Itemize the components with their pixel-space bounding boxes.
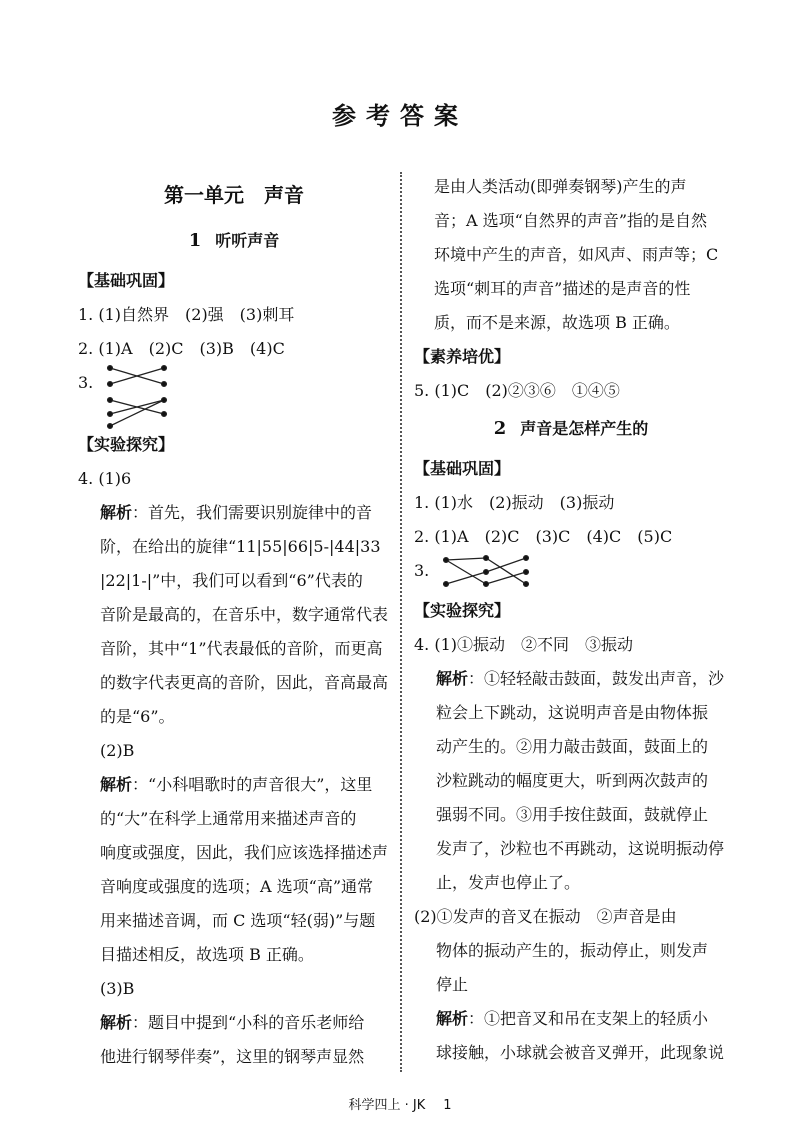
analysis-text: 音阶，其中“1”代表最低的音阶，而更高 bbox=[100, 639, 383, 658]
analysis-text: 目描述相反，故选项 B 正确。 bbox=[100, 945, 314, 964]
analysis-1 bbox=[78, 496, 390, 1074]
lesson-name: 听听声音 bbox=[215, 231, 280, 250]
answer-q1: 1. (1)水 (2)振动 (3)振动 bbox=[414, 493, 615, 512]
analysis-label: 解析 bbox=[436, 1009, 469, 1028]
analysis-label: 解析 bbox=[100, 775, 133, 794]
analysis-text: 响度或强度，因此，我们应该选择描述声 bbox=[100, 843, 389, 862]
answer-q4-2: (2)B bbox=[100, 741, 135, 760]
lesson-1-title bbox=[78, 224, 390, 258]
answer-q4-1: 4. (1)6 bbox=[78, 469, 132, 488]
answer-q4-1: 4. (1)①振动 ②不同 ③振动 bbox=[414, 635, 634, 654]
answer-q3 bbox=[414, 554, 728, 594]
analysis-text: 的是“6”。 bbox=[100, 707, 175, 726]
analysis-text: 强弱不同。③用手按住鼓面，鼓就停止 bbox=[436, 805, 709, 824]
analysis-text: 是由人类活动(即弹奏钢琴)产生的声 bbox=[434, 177, 687, 196]
answer-q1: 1. (1)自然界 (2)强 (3)刺耳 bbox=[78, 305, 295, 324]
lesson-2-title bbox=[414, 412, 728, 446]
section-suyang: 【素养培优】 bbox=[414, 347, 511, 366]
lesson-name: 声音是怎样产生的 bbox=[520, 419, 649, 438]
analysis-text: ：①轻轻敲击鼓面，鼓发出声音，沙 bbox=[468, 669, 725, 688]
analysis-text: 发声了，沙粒也不再跳动，这说明振动停 bbox=[436, 839, 725, 858]
analysis-text: 动产生的。②用力敲击鼓面，鼓面上的 bbox=[436, 737, 709, 756]
answer-q2: 2. (1)A (2)C (3)B (4)C bbox=[78, 339, 285, 358]
analysis-text: 选项“刺耳的声音”描述的是声音的性 bbox=[434, 279, 691, 298]
matching-diagram-1 bbox=[104, 364, 174, 430]
analysis-text: 球接触，小球就会被音叉弹开，此现象说 bbox=[436, 1043, 725, 1062]
analysis-text: 质，而不是来源，故选项 B 正确。 bbox=[434, 313, 680, 332]
answer-q4-2: (2)①发声的音叉在振动 ②声音是由 bbox=[414, 907, 677, 926]
analysis-text: ：①把音叉和吊在支架上的轻质小 bbox=[468, 1009, 709, 1028]
section-experiment: 【实验探究】 bbox=[414, 601, 511, 620]
analysis-text: 用来描述音调，而 C 选项“轻(弱)”与题 bbox=[100, 911, 376, 930]
analysis-text: ：“小科唱歌时的声音很大”，这里 bbox=[132, 775, 373, 794]
footer-book: 科学四上 · JK bbox=[348, 1098, 426, 1113]
matching-diagram-2 bbox=[440, 554, 536, 592]
answer-q4-2-cont: 物体的振动产生的，振动停止，则发声 bbox=[436, 941, 709, 960]
analysis-text: 环境中产生的声音，如风声、雨声等；C bbox=[434, 245, 719, 264]
analysis-text: 阶，在给出的旋律“11|55|66|5-|44|33 bbox=[100, 537, 381, 556]
q3-label: 3. bbox=[78, 373, 94, 392]
analysis-text: 他进行钢琴伴奏”，这里的钢琴声显然 bbox=[100, 1047, 365, 1066]
left-column bbox=[78, 170, 390, 1074]
right-column bbox=[414, 170, 728, 1070]
answer-q4-2-cont: 停止 bbox=[436, 975, 469, 994]
analysis-text: 音阶是最高的，在音乐中，数字通常代表 bbox=[100, 605, 389, 624]
analysis-label: 解析 bbox=[100, 1013, 133, 1032]
lesson-number: 2 bbox=[493, 418, 507, 439]
analysis-text: |22|1-|”中，我们可以看到“6”代表的 bbox=[100, 571, 363, 590]
analysis-text: 音；A 选项“自然界的声音”指的是自然 bbox=[434, 211, 708, 230]
analysis-label: 解析 bbox=[436, 669, 469, 688]
unit-title: 第一单元 声音 bbox=[164, 183, 304, 207]
analysis-text: ：题目中提到“小科的音乐老师给 bbox=[132, 1013, 365, 1032]
analysis-text: 音响度或强度的选项；A 选项“高”通常 bbox=[100, 877, 374, 896]
analysis-text: 止，发声也停止了。 bbox=[436, 873, 581, 892]
page-number: 1 bbox=[443, 1098, 452, 1113]
lesson-number: 1 bbox=[188, 230, 202, 251]
section-basic: 【基础巩固】 bbox=[414, 459, 511, 478]
analysis-label: 解析 bbox=[100, 503, 133, 522]
analysis-text: 沙粒跳动的幅度更大，听到两次鼓声的 bbox=[436, 771, 709, 790]
analysis-text: 的数字代表更高的音阶，因此，音高最高 bbox=[100, 673, 389, 692]
section-experiment: 【实验探究】 bbox=[78, 435, 175, 454]
answer-q4-3: (3)B bbox=[100, 979, 135, 998]
q3-label: 3. bbox=[414, 561, 430, 580]
page-footer bbox=[0, 1094, 800, 1113]
analysis-text: 粒会上下跳动，这说明声音是由物体振 bbox=[436, 703, 709, 722]
answer-q5: 5. (1)C (2)②③⑥ ①④⑤ bbox=[414, 381, 620, 400]
column-divider bbox=[400, 172, 402, 1072]
section-basic: 【基础巩固】 bbox=[78, 271, 175, 290]
analysis-continued bbox=[414, 170, 728, 340]
analysis-text: ：首先，我们需要识别旋律中的音 bbox=[132, 503, 373, 522]
analysis-2 bbox=[414, 662, 728, 900]
page-title: 参考答案 bbox=[332, 102, 468, 130]
answer-q2: 2. (1)A (2)C (3)C (4)C (5)C bbox=[414, 527, 673, 546]
answer-q3 bbox=[78, 366, 390, 428]
analysis-text: 的“大”在科学上通常用来描述声音的 bbox=[100, 809, 357, 828]
